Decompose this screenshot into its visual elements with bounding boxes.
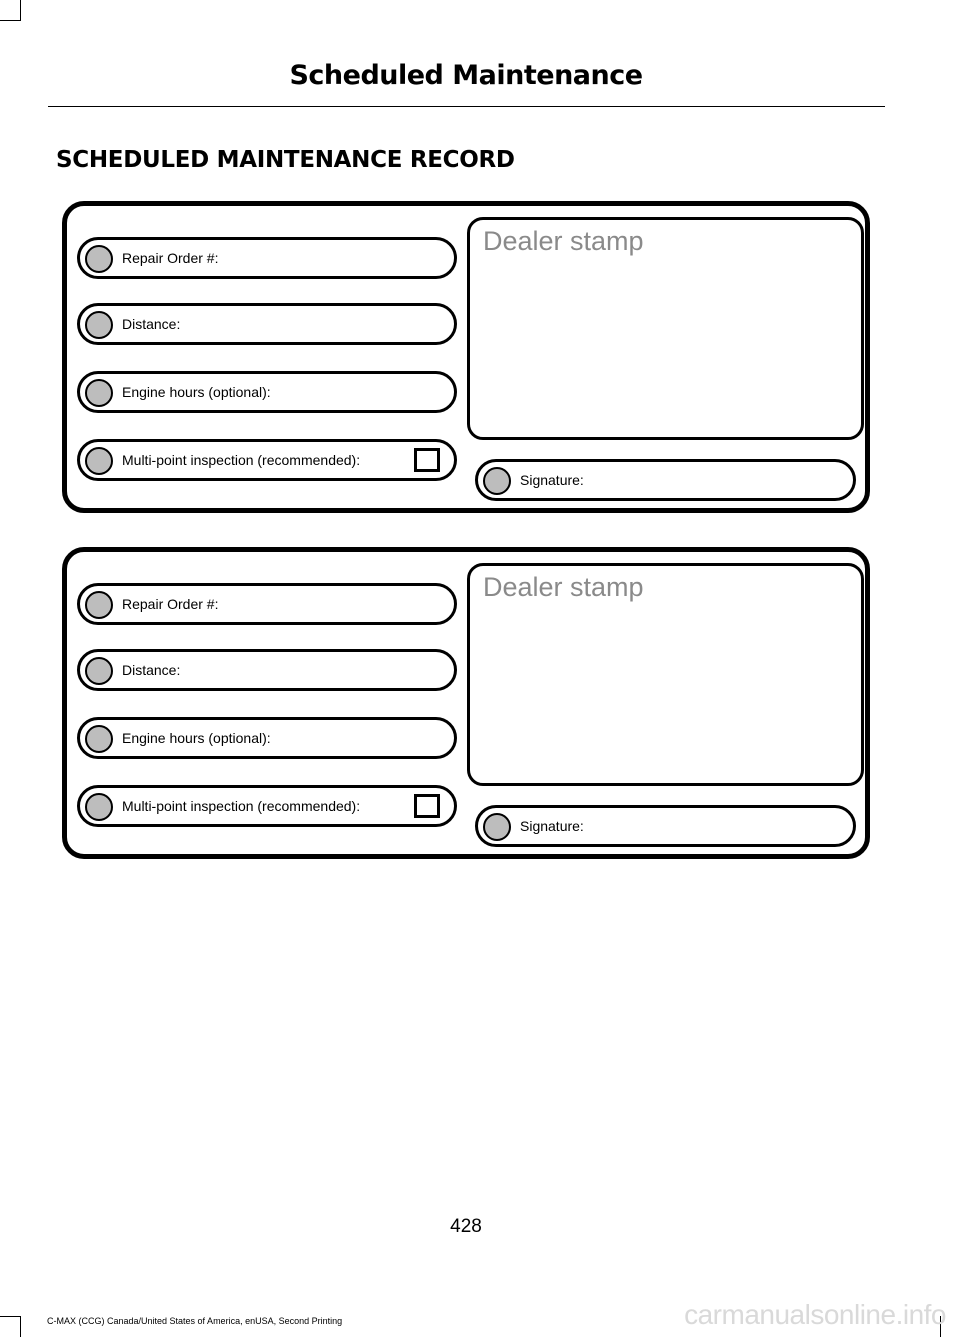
engine-hours-label: Engine hours (optional): bbox=[122, 730, 271, 746]
page-header-title: Scheduled Maintenance bbox=[289, 60, 643, 91]
inspection-label: Multi-point inspection (recommended): bbox=[122, 798, 361, 814]
repair-order-field[interactable] bbox=[77, 583, 457, 625]
engine-hours-field[interactable] bbox=[77, 371, 457, 413]
signature-field[interactable] bbox=[475, 459, 856, 501]
dealer-stamp-label: Dealer stamp bbox=[483, 226, 644, 256]
engine-hours-field[interactable] bbox=[77, 717, 457, 759]
repair-order-field[interactable] bbox=[77, 237, 457, 279]
edition-note: C-MAX (CCG) Canada/United States of America, enUSA, Second Printing bbox=[47, 1316, 343, 1326]
distance-field[interactable] bbox=[77, 303, 457, 345]
bullet-circle-icon bbox=[85, 657, 113, 685]
dealer-stamp-box bbox=[467, 563, 864, 786]
bullet-circle-icon bbox=[85, 245, 113, 273]
bullet-circle-icon bbox=[85, 793, 113, 821]
bullet-circle-icon bbox=[85, 591, 113, 619]
signature-field[interactable] bbox=[475, 805, 856, 847]
watermark: carmanualsonline.info bbox=[684, 1299, 946, 1330]
section-title: SCHEDULED MAINTENANCE RECORD bbox=[56, 147, 515, 173]
bullet-circle-icon bbox=[483, 813, 511, 841]
repair-order-label: Repair Order #: bbox=[122, 596, 219, 612]
distance-label: Distance: bbox=[122, 316, 181, 332]
signature-label: Signature: bbox=[520, 818, 584, 834]
inspection-field bbox=[77, 439, 457, 481]
dealer-stamp-box bbox=[467, 217, 864, 440]
crop-mark bbox=[20, 0, 21, 21]
bullet-circle-icon bbox=[483, 467, 511, 495]
distance-field[interactable] bbox=[77, 649, 457, 691]
distance-label: Distance: bbox=[122, 662, 181, 678]
crop-mark bbox=[0, 1316, 20, 1317]
maintenance-record-card bbox=[62, 547, 870, 859]
crop-mark bbox=[0, 20, 20, 21]
signature-label: Signature: bbox=[520, 472, 584, 488]
dealer-stamp-label: Dealer stamp bbox=[483, 572, 644, 602]
inspection-checkbox[interactable] bbox=[414, 794, 440, 818]
bullet-circle-icon bbox=[85, 311, 113, 339]
bullet-circle-icon bbox=[85, 379, 113, 407]
page-number: 428 bbox=[450, 1216, 482, 1237]
engine-hours-label: Engine hours (optional): bbox=[122, 384, 271, 400]
inspection-field bbox=[77, 785, 457, 827]
header-divider bbox=[48, 106, 885, 107]
maintenance-record-card bbox=[62, 201, 870, 513]
inspection-checkbox[interactable] bbox=[414, 448, 440, 472]
crop-mark bbox=[20, 1316, 21, 1337]
repair-order-label: Repair Order #: bbox=[122, 250, 219, 266]
inspection-label: Multi-point inspection (recommended): bbox=[122, 452, 361, 468]
bullet-circle-icon bbox=[85, 725, 113, 753]
bullet-circle-icon bbox=[85, 447, 113, 475]
